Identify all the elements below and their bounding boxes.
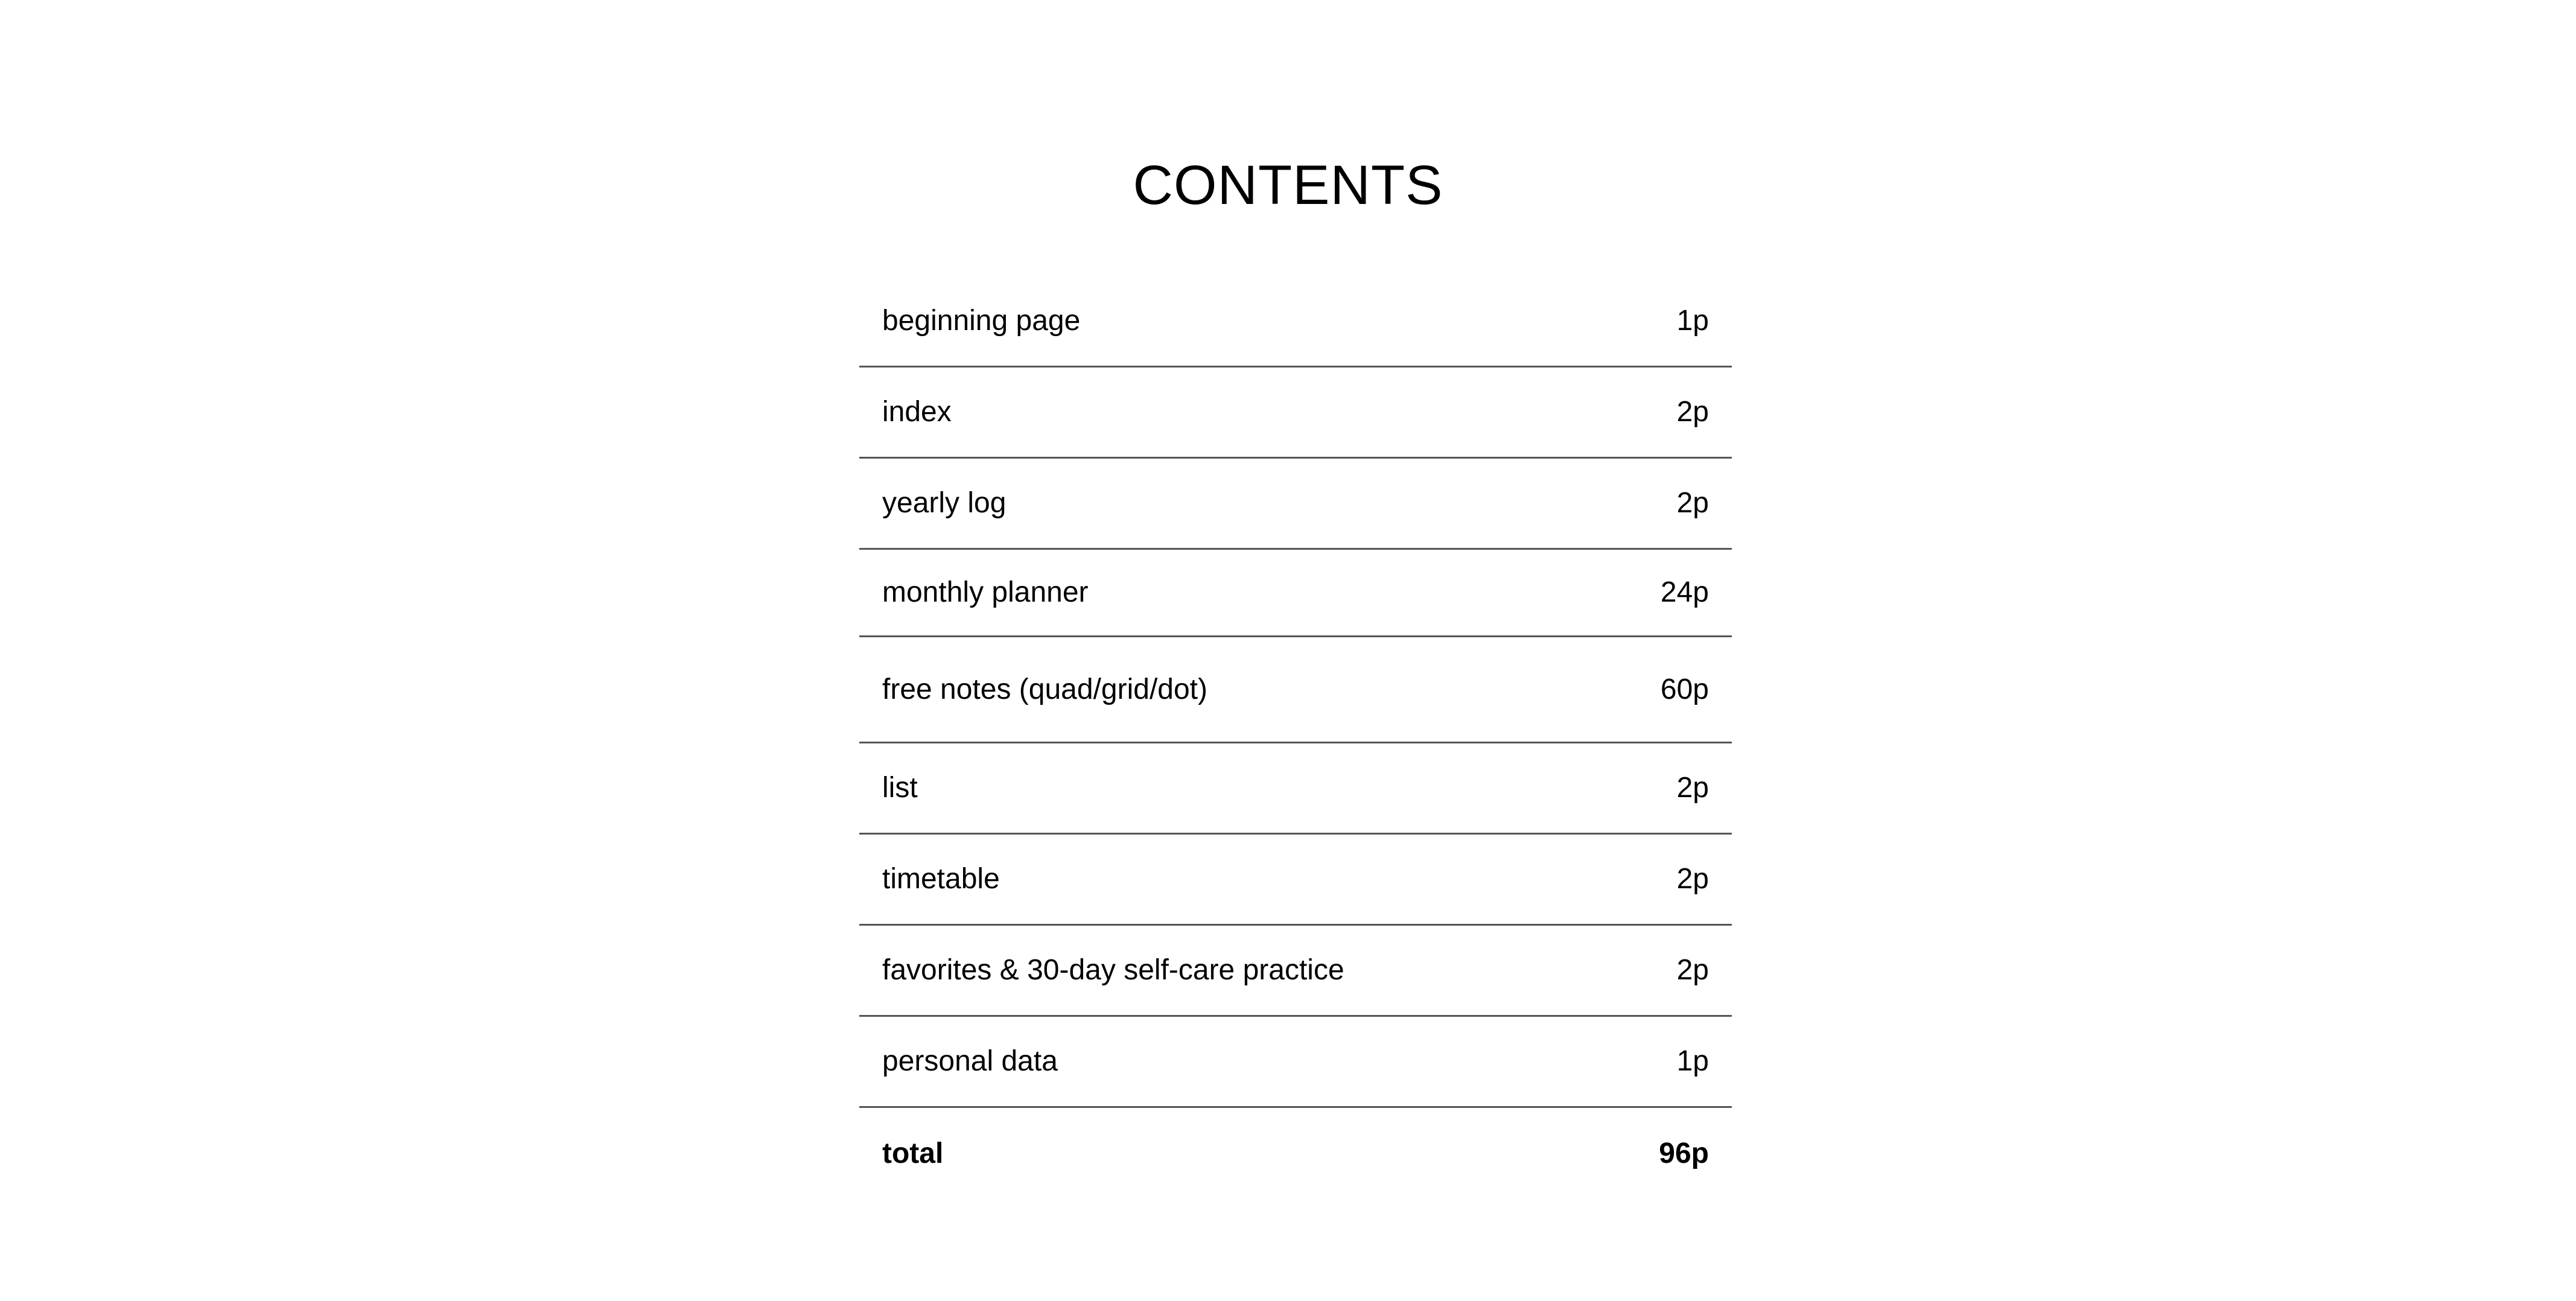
table-row xyxy=(859,1017,1732,1108)
table-row xyxy=(859,926,1732,1017)
page-title: CONTENTS xyxy=(1133,154,1443,216)
row-page-count: 60p xyxy=(1660,673,1709,705)
table-row xyxy=(859,367,1732,459)
total-page-count: 96p xyxy=(1659,1137,1709,1169)
row-label: list xyxy=(882,772,918,804)
row-page-count: 2p xyxy=(1676,396,1709,428)
total-label: total xyxy=(882,1137,944,1169)
row-page-count: 1p xyxy=(1676,305,1709,337)
row-label: free notes (quad/grid/dot) xyxy=(882,673,1207,705)
row-label: beginning page xyxy=(882,305,1081,337)
contents-table xyxy=(859,276,1732,1199)
row-label: monthly planner xyxy=(882,576,1089,608)
table-row xyxy=(859,276,1732,367)
row-page-count: 2p xyxy=(1676,954,1709,986)
row-label: index xyxy=(882,396,952,428)
table-row xyxy=(859,637,1732,743)
table-row xyxy=(859,743,1732,835)
row-page-count: 2p xyxy=(1676,863,1709,895)
row-label: yearly log xyxy=(882,487,1007,519)
row-page-count: 2p xyxy=(1676,772,1709,804)
row-label: personal data xyxy=(882,1045,1058,1077)
row-page-count: 24p xyxy=(1660,576,1709,608)
table-row xyxy=(859,550,1732,637)
row-label: timetable xyxy=(882,863,1000,895)
row-page-count: 2p xyxy=(1676,487,1709,519)
total-row xyxy=(859,1108,1732,1199)
row-page-count: 1p xyxy=(1676,1045,1709,1077)
row-label: favorites & 30-day self-care practice xyxy=(882,954,1344,986)
table-row xyxy=(859,459,1732,550)
table-row xyxy=(859,835,1732,926)
